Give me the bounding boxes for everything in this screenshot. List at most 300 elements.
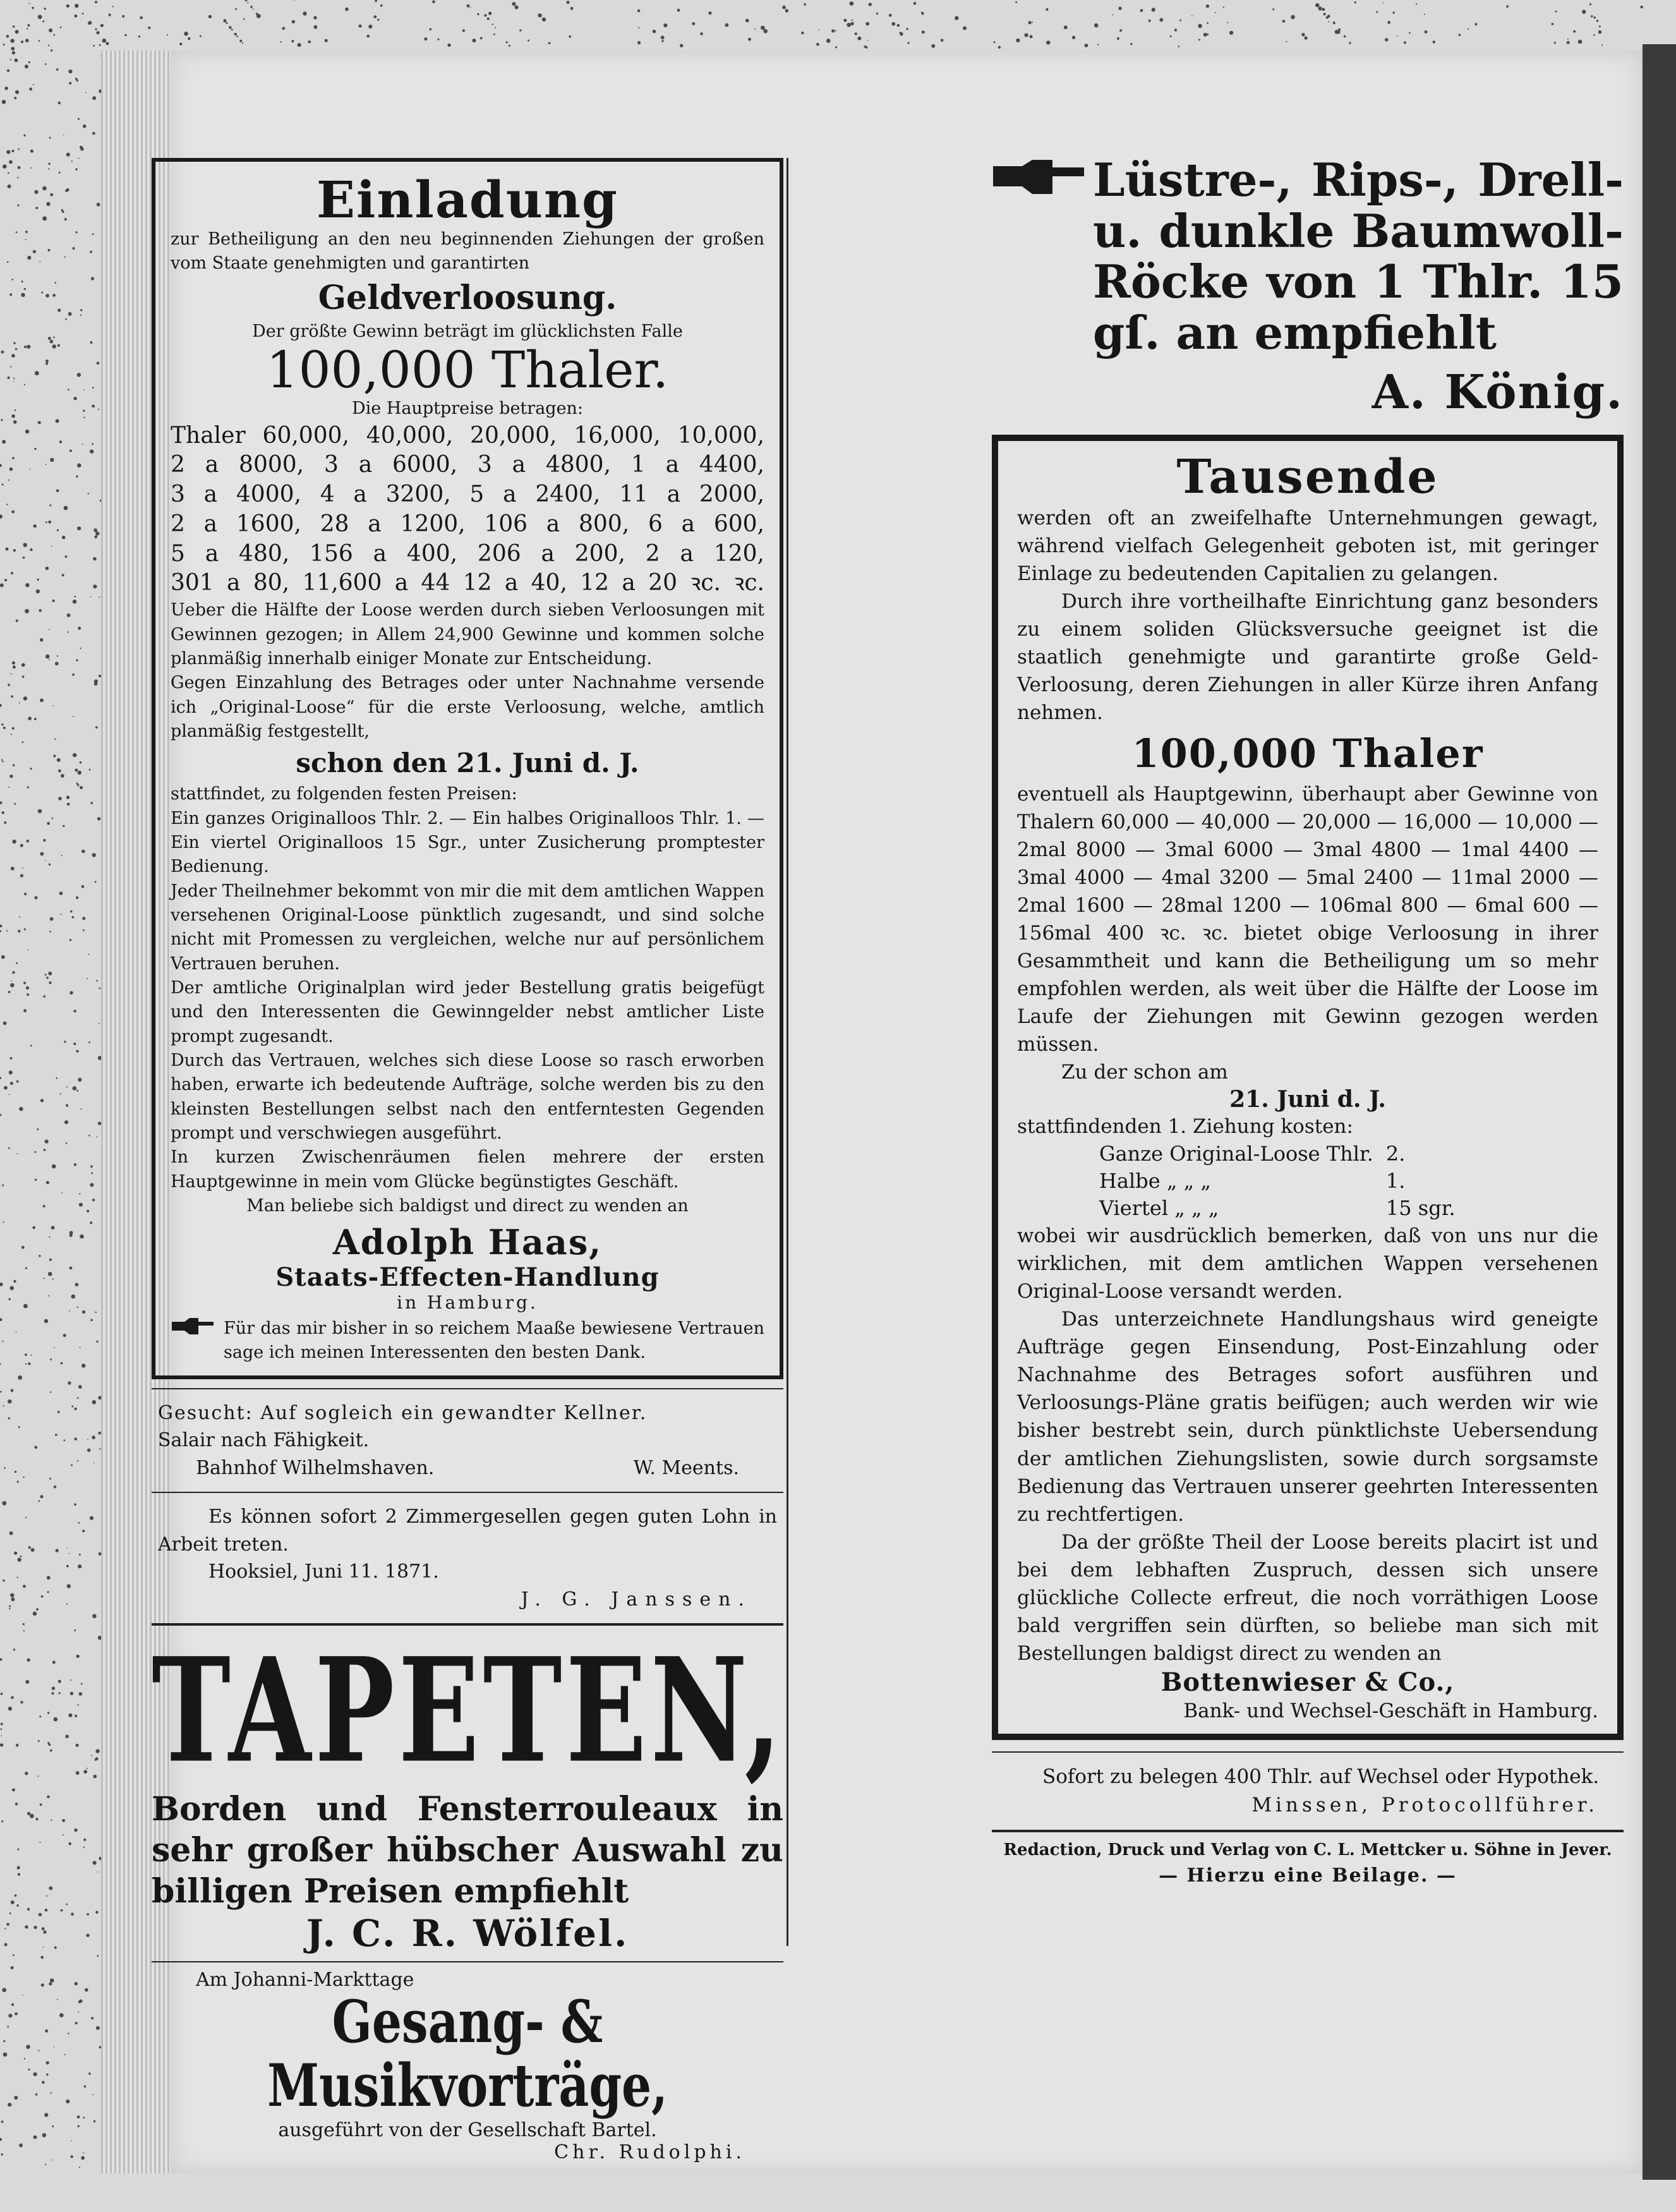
speckle-dot xyxy=(88,493,89,494)
speckle-dot xyxy=(1,723,3,725)
speckle-dot xyxy=(95,1757,99,1760)
speckle-dot xyxy=(1119,29,1122,32)
gesang-ad xyxy=(152,1969,783,2163)
speckle-dot xyxy=(1112,15,1114,16)
speckle-dot xyxy=(1318,6,1322,10)
speckle-dot xyxy=(53,754,56,757)
speckle-dot xyxy=(49,864,51,866)
speckle-dot xyxy=(95,1,97,3)
speckle-dot xyxy=(91,1172,93,1174)
speckle-dot xyxy=(46,977,49,979)
speckle-dot xyxy=(1148,20,1151,22)
speckle-dot xyxy=(897,24,900,27)
speckle-dot xyxy=(86,1933,89,1937)
speckle-dot xyxy=(69,1310,70,1312)
speckle-dot xyxy=(44,1278,45,1279)
speckle-dot xyxy=(955,16,958,20)
tapeten-title: TAPETEN, xyxy=(152,1626,785,1795)
speckle-dot xyxy=(45,521,47,523)
speckle-dot xyxy=(45,464,47,465)
speckle-dot xyxy=(4,1943,8,1946)
speckle-dot xyxy=(1598,30,1602,34)
speckle-dot xyxy=(95,531,99,535)
speckle-dot xyxy=(38,15,42,19)
speckle-dot xyxy=(83,1770,87,1774)
speckle-dot xyxy=(83,929,85,931)
speckle-dot xyxy=(12,457,15,459)
speckle-dot xyxy=(835,46,837,48)
speckle-dot xyxy=(5,548,8,551)
speckle-dot xyxy=(11,867,15,871)
book-cover-edge xyxy=(1643,44,1676,2180)
speckle-dot xyxy=(314,25,318,29)
speckle-dot xyxy=(75,1283,79,1286)
speckle-dot xyxy=(19,2144,23,2148)
speckle-dot xyxy=(24,384,25,385)
speckle-dot xyxy=(79,1554,81,1556)
speckle-dot xyxy=(1,1693,3,1695)
speckle-dot xyxy=(8,684,10,686)
speckle-dot xyxy=(1046,40,1050,44)
speckle-dot xyxy=(57,1999,58,2000)
speckle-dot xyxy=(40,1956,44,1959)
speckle-dot xyxy=(66,153,70,157)
speckle-dot xyxy=(77,1307,78,1308)
speckle-dot xyxy=(71,2155,73,2158)
speckle-dot xyxy=(66,1565,69,1568)
speckle-dot xyxy=(1376,11,1378,13)
speckle-dot xyxy=(54,1347,55,1348)
speckle-dot xyxy=(515,6,519,9)
speckle-dot xyxy=(76,1050,78,1053)
speckle-dot xyxy=(97,203,100,207)
speckle-dot xyxy=(313,16,317,19)
speckle-dot xyxy=(25,430,29,433)
speckle-dot xyxy=(68,312,72,316)
prize-line: 5 a 480, 156 a 400, 206 a 200, 2 a 120, xyxy=(171,540,764,567)
speckle-dot xyxy=(1,955,5,959)
speckle-dot xyxy=(81,1363,85,1367)
speckle-dot xyxy=(97,1955,99,1957)
speckle-dot xyxy=(60,1093,61,1094)
prize-line: 3 a 4000, 4 a 3200, 5 a 2400, 11 a 2000, xyxy=(171,481,764,508)
speckle-dot xyxy=(42,186,47,191)
speckle-dot xyxy=(462,29,465,32)
speckle-dot xyxy=(99,1023,100,1024)
speckle-dot xyxy=(26,2045,30,2049)
speckle-dot xyxy=(97,1137,98,1138)
speckle-dot xyxy=(1,419,3,421)
speckle-dot xyxy=(528,40,529,42)
speckle-dot xyxy=(69,939,71,941)
speckle-dot xyxy=(424,37,427,40)
speckle-dot xyxy=(1206,4,1209,8)
speckle-dot xyxy=(1207,22,1209,24)
ad-paragraph: Jeder Theilnehmer bekommt von mir die mit dem amtlichen Wappen versehenen Original-Loose pünktlich zugesandt, und sind solche nicht mit Promessen zu vergleichen, welche nur auf persönlichem Vertrauen beruhen. xyxy=(171,881,764,974)
speckle-dot xyxy=(1599,25,1601,27)
price-row xyxy=(1093,1140,1462,1168)
pointing-hand-icon xyxy=(992,157,1087,202)
speckle-dot xyxy=(6,35,9,38)
speckle-dot xyxy=(852,20,853,21)
speckle-dot xyxy=(47,1742,49,1744)
speckle-dot xyxy=(855,32,857,35)
speckle-dot xyxy=(493,33,495,35)
speckle-dot xyxy=(250,6,253,8)
speckle-dot xyxy=(46,202,50,206)
speckle-dot xyxy=(64,1041,66,1043)
speckle-dot xyxy=(48,168,49,169)
koenig-text: Lüstre-, Rips-, Drell- u. dunkle Baumwoll-Röcke von 1 Thlr. 15 gſ. an empfiehlt xyxy=(1093,153,1624,360)
speckle-dot xyxy=(43,995,45,998)
speckle-dot xyxy=(84,2086,87,2088)
speckle-dot xyxy=(95,1749,99,1753)
speckle-dot xyxy=(82,13,84,15)
speckle-dot xyxy=(4,87,8,90)
wechsel-ad xyxy=(992,1759,1624,1823)
ad-paragraph: Ueber die Hälfte der Loose werden durch sieben Verloosungen mit Gewinnen gezogen; in Allem 24,900 Gewinne und kommen solche planmäßig innerhalb einiger Monate zur Entscheidung. xyxy=(171,600,764,668)
kellner-signature xyxy=(158,1454,777,1482)
speckle-dot xyxy=(39,609,42,612)
speckle-dot xyxy=(8,991,11,993)
speckle-dot xyxy=(3,2053,8,2057)
ad-paragraph: Durch das Vertrauen, welches sich diese Loose so rasch erworben haben, erwarte ich bedeutende Aufträge, solche werden bis zu den kleinsten Bestellungen selbst nach den entferntesten Gegenden prompt und verschwiegen ausgeführt. xyxy=(171,1050,764,1143)
speckle-dot xyxy=(65,318,67,320)
speckle-dot xyxy=(76,783,78,785)
speckle-dot xyxy=(1030,35,1033,39)
speckle-dot xyxy=(40,1495,44,1498)
speckle-dot xyxy=(43,1205,45,1207)
speckle-dot xyxy=(9,1532,13,1535)
speckle-dot xyxy=(1178,45,1180,47)
speckle-dot xyxy=(87,978,88,979)
speckle-dot xyxy=(437,39,439,40)
speckle-dot xyxy=(39,1715,41,1717)
speckle-dot xyxy=(66,1904,68,1906)
speckle-dot xyxy=(66,188,69,191)
speckle-dot xyxy=(1282,20,1286,23)
speckle-dot xyxy=(835,30,836,32)
speckle-dot xyxy=(65,555,68,558)
speckle-dot xyxy=(570,7,574,10)
speckle-dot xyxy=(25,1772,28,1775)
speckle-dot xyxy=(63,1334,66,1337)
speckle-dot xyxy=(92,233,94,235)
speckle-dot xyxy=(94,535,97,538)
speckle-dot xyxy=(637,41,641,44)
speckle-dot xyxy=(90,1165,93,1168)
speckle-dot xyxy=(1028,21,1032,24)
speckle-dot xyxy=(1349,42,1351,44)
speckle-dot xyxy=(47,1576,51,1580)
speckle-dot xyxy=(4,1086,8,1090)
price-row xyxy=(1093,1195,1462,1222)
speckle-dot xyxy=(922,30,925,33)
speckle-dot xyxy=(77,463,81,468)
speckle-dot xyxy=(8,377,10,379)
speckle-dot xyxy=(57,308,61,311)
speckle-dot xyxy=(23,543,27,547)
speckle-dot xyxy=(25,239,27,240)
speckle-dot xyxy=(1433,40,1435,43)
speckle-dot xyxy=(21,293,25,297)
speckle-dot xyxy=(7,2026,9,2028)
koenig-name: A. König. xyxy=(1372,365,1624,420)
speckle-dot xyxy=(1,351,4,354)
speckle-dot xyxy=(24,2058,25,2059)
speckle-dot xyxy=(69,1267,73,1270)
speckle-dot xyxy=(96,980,98,982)
speckle-dot xyxy=(24,928,26,930)
speckle-dot xyxy=(92,1199,95,1201)
speckle-dot xyxy=(71,160,73,162)
price-value: 15 sgr. xyxy=(1385,1196,1456,1221)
speckle-dot xyxy=(15,30,19,33)
speckle-dot xyxy=(41,291,43,293)
speckle-dot xyxy=(850,1,854,6)
speckle-dot xyxy=(74,1408,76,1410)
speckle-dot xyxy=(467,4,470,8)
speckle-dot xyxy=(28,1546,31,1549)
speckle-dot xyxy=(45,294,49,298)
speckle-dot xyxy=(1305,37,1308,40)
speckle-dot xyxy=(9,160,13,164)
speckle-dot xyxy=(188,37,190,40)
speckle-dot xyxy=(17,1577,18,1578)
speckle-dot xyxy=(7,70,9,72)
imprint-line: Redaction, Druck und Verlag von C. L. Mettcker u. Söhne in Jever. xyxy=(1003,1840,1612,1859)
speckle-dot xyxy=(98,409,99,410)
speckle-dot xyxy=(16,1080,19,1083)
speckle-dot xyxy=(122,15,124,18)
speckle-dot xyxy=(1,1735,3,1736)
speckle-dot xyxy=(294,0,295,1)
speckle-dot xyxy=(9,293,12,296)
speckle-dot xyxy=(542,18,546,21)
speckle-dot xyxy=(23,696,27,700)
speckle-dot xyxy=(13,25,15,28)
speckle-dot xyxy=(61,774,64,778)
speckle-dot xyxy=(87,1439,88,1440)
speckle-dot xyxy=(1229,31,1233,35)
speckle-dot xyxy=(1594,16,1596,19)
speckle-dot xyxy=(11,1901,15,1904)
speckle-dot xyxy=(25,1925,28,1928)
speckle-dot xyxy=(7,261,9,263)
speckle-dot xyxy=(1,1820,3,1822)
speckle-dot xyxy=(13,665,16,668)
speckle-dot xyxy=(89,769,91,771)
speckle-dot xyxy=(66,1104,68,1107)
speckle-dot xyxy=(680,44,683,47)
speckle-dot xyxy=(9,775,13,778)
speckle-dot xyxy=(30,548,32,551)
speckle-dot xyxy=(99,988,100,989)
speckle-dot xyxy=(49,1887,52,1890)
speckle-dot xyxy=(865,46,868,49)
speckle-dot xyxy=(432,1,435,4)
speckle-dot xyxy=(52,1687,55,1690)
speckle-dot xyxy=(1174,28,1177,31)
speckle-dot xyxy=(77,1397,79,1399)
speckle-dot xyxy=(106,42,109,45)
speckle-dot xyxy=(95,881,97,883)
speckle-dot xyxy=(61,209,63,211)
speckle-dot xyxy=(3,1580,5,1582)
speckle-dot xyxy=(43,1930,46,1933)
speckle-dot xyxy=(90,1516,93,1520)
speckle-dot xyxy=(90,802,93,804)
speckle-dot xyxy=(56,1077,57,1079)
speckle-dot xyxy=(79,2167,80,2168)
speckle-dot xyxy=(82,444,83,445)
speckle-dot xyxy=(78,771,81,775)
speckle-dot xyxy=(20,1701,23,1703)
speckle-dot xyxy=(42,2133,47,2137)
speckle-dot xyxy=(92,132,95,135)
speckle-dot xyxy=(93,1775,97,1779)
speckle-dot xyxy=(62,1819,65,1822)
speckle-dot xyxy=(80,786,83,789)
speckle-dot xyxy=(63,1834,64,1835)
speckle-dot xyxy=(93,584,97,588)
speckle-dot xyxy=(54,1485,56,1488)
speckle-dot xyxy=(17,1557,21,1561)
tapeten-ad xyxy=(152,1626,785,1955)
speckle-dot xyxy=(56,489,59,492)
speckle-dot xyxy=(76,475,78,477)
speckle-dot xyxy=(480,37,483,40)
speckle-dot xyxy=(45,1140,49,1144)
speckle-dot xyxy=(82,1530,85,1532)
speckle-dot xyxy=(91,2017,93,2019)
speckle-dot xyxy=(488,12,491,15)
speckle-dot xyxy=(167,34,168,35)
speckle-dot xyxy=(78,1385,82,1389)
speckle-dot xyxy=(94,682,98,686)
speckle-dot xyxy=(72,674,75,676)
speckle-dot xyxy=(33,1612,37,1616)
speckle-dot xyxy=(57,655,58,656)
speckle-dot xyxy=(377,19,379,21)
speckle-dot xyxy=(95,28,97,30)
speckle-dot xyxy=(77,373,81,377)
speckle-dot xyxy=(85,92,87,94)
speckle-dot xyxy=(69,991,73,994)
speckle-dot xyxy=(33,250,36,253)
speckle-dot xyxy=(1097,44,1099,45)
speckle-dot xyxy=(83,389,85,390)
speckle-dot xyxy=(16,1904,19,1907)
speckle-dot xyxy=(38,1775,39,1777)
speckle-dot xyxy=(92,404,95,408)
speckle-dot xyxy=(18,148,20,150)
speckle-dot xyxy=(44,8,46,9)
prize-line: 2 a 8000, 3 a 6000, 3 a 4800, 1 a 4400, xyxy=(171,452,764,478)
speckle-dot xyxy=(99,596,100,598)
speckle-dot xyxy=(15,1803,18,1805)
speckle-dot xyxy=(75,769,78,772)
speckle-dot xyxy=(661,35,665,39)
speckle-dot xyxy=(247,2,248,3)
speckle-dot xyxy=(45,1909,48,1912)
speckle-dot xyxy=(804,3,806,6)
wechsel-text: Sofort zu belegen 400 Thlr. auf Wechsel oder Hypothek. xyxy=(1042,1765,1600,1788)
speckle-dot xyxy=(49,1236,50,1238)
speckle-dot xyxy=(74,1629,76,1631)
speckle-dot xyxy=(18,930,20,933)
speckle-dot xyxy=(92,96,96,100)
speckle-dot xyxy=(90,341,92,344)
speckle-dot xyxy=(3,1405,4,1406)
speckle-dot xyxy=(83,409,85,411)
speckle-dot xyxy=(826,39,831,43)
speckle-dot xyxy=(745,19,749,23)
speckle-dot xyxy=(24,893,27,895)
speckle-dot xyxy=(69,82,71,85)
speckle-dot xyxy=(54,1717,58,1722)
speckle-dot xyxy=(75,1982,78,1985)
speckle-dot xyxy=(229,26,232,29)
speckle-dot xyxy=(8,172,9,174)
speckle-dot xyxy=(88,1135,90,1137)
speckle-dot xyxy=(994,41,996,43)
ad-intro: zur Betheiligung an den neu beginnenden Ziehungen der großen vom Staate genehmigten und garantirten xyxy=(171,229,764,274)
speckle-dot xyxy=(66,1086,68,1087)
speckle-dot xyxy=(51,1226,55,1230)
speckle-dot xyxy=(1552,23,1554,25)
speckle-dot xyxy=(67,1547,68,1549)
speckle-dot xyxy=(298,43,301,47)
speckle-dot xyxy=(519,29,521,31)
speckle-dot xyxy=(83,2153,84,2154)
speckle-dot xyxy=(78,2012,79,2013)
speckle-dot xyxy=(818,30,819,31)
speckle-dot xyxy=(59,172,61,174)
speckle-dot xyxy=(1085,44,1088,47)
speckle-dot xyxy=(50,1391,51,1393)
speckle-dot xyxy=(27,840,29,842)
speckle-dot xyxy=(41,1983,44,1986)
speckle-dot xyxy=(8,1399,12,1404)
speckle-dot xyxy=(1198,24,1202,28)
speckle-dot xyxy=(33,2072,37,2076)
speckle-dot xyxy=(25,1363,27,1365)
speckle-dot xyxy=(53,337,55,339)
speckle-dot xyxy=(226,22,227,24)
speckle-dot xyxy=(13,420,17,424)
speckle-dot xyxy=(21,663,25,667)
speckle-dot xyxy=(67,613,71,617)
speckle-dot xyxy=(39,1842,40,1843)
speckle-dot xyxy=(15,2012,18,2016)
price-value: 1. xyxy=(1385,1169,1406,1193)
speckle-dot xyxy=(1385,38,1388,41)
speckle-dot xyxy=(95,1911,99,1914)
speckle-dot xyxy=(45,655,50,659)
speckle-dot xyxy=(97,1871,99,1873)
speckle-dot xyxy=(1344,35,1346,38)
zimmer-name: J. G. Janssen. xyxy=(521,1588,752,1611)
speckle-dot xyxy=(725,23,729,27)
speckle-dot xyxy=(18,1873,20,1876)
speckle-dot xyxy=(99,44,101,46)
speckle-dot xyxy=(3,164,7,169)
speckle-dot xyxy=(495,27,496,28)
ad-paragraph: Durch ihre vortheilhafte Einrichtung ganz besonders zu einem soliden Glücksversuche geeignet ist die staatlich genehmigte und garantirte große Geld-Verloosung, deren Ziehungen in aller Kürze ihren Anfang nehmen. xyxy=(1017,589,1598,724)
speckle-dot xyxy=(49,1982,52,1985)
speckle-dot xyxy=(11,39,15,42)
